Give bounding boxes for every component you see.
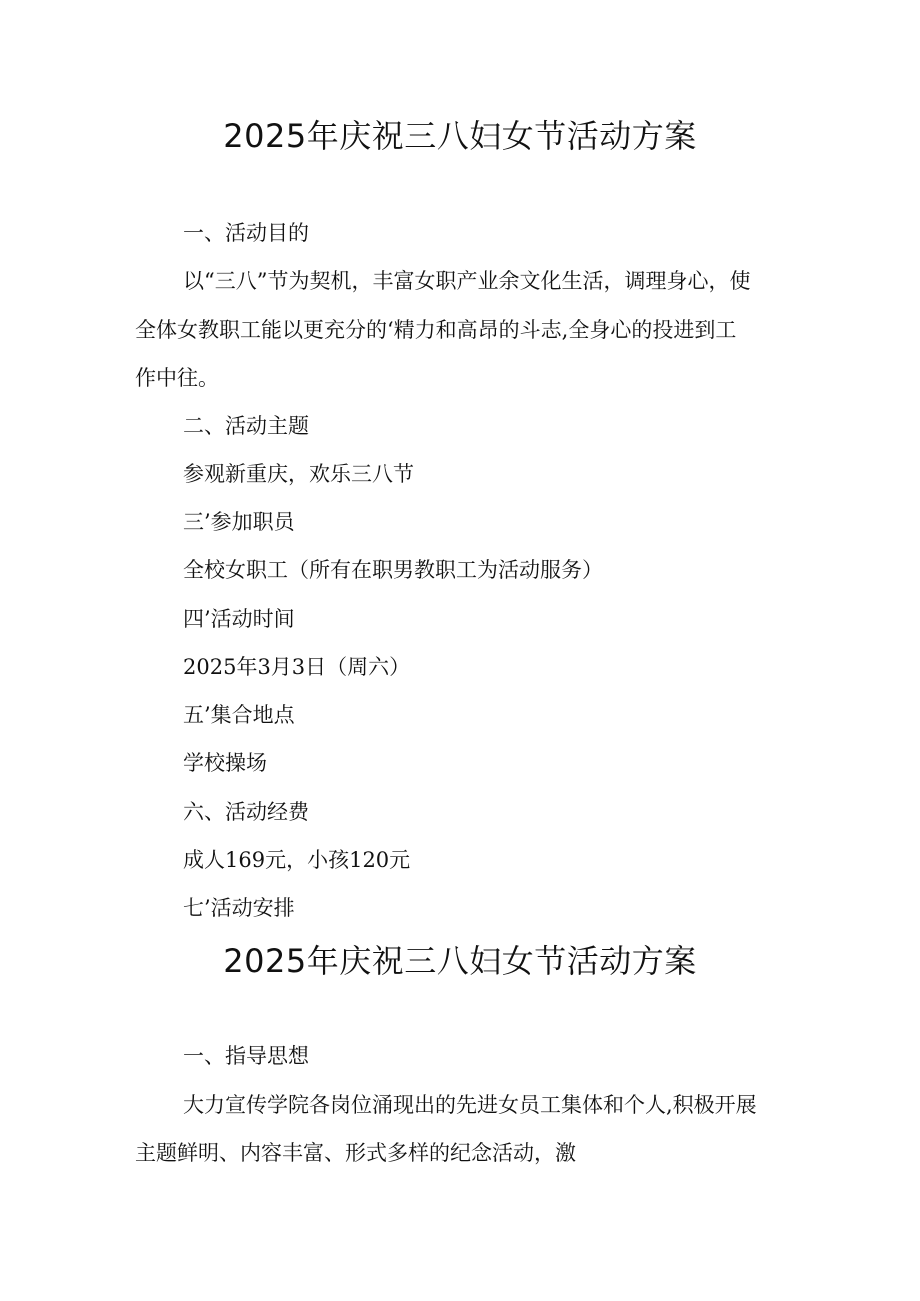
heading-arrangement: 七’活动安排: [183, 896, 295, 920]
document-title-second: 2025年庆祝三八妇女节活动方案: [223, 942, 697, 980]
paragraph-theme: 参观新重庆，欢乐三八节: [183, 462, 414, 486]
heading-purpose: 一、活动目的: [183, 221, 309, 245]
paragraph-expenses: 成人169元，小孩120元: [183, 848, 411, 872]
paragraph-guiding-line-2: 主题鲜明、内容丰富、形式多样的纪念活动，激: [135, 1141, 576, 1165]
paragraph-purpose-line-1: 以“三八”节为契机，丰富女职产业余文化生活，调理身心，使: [183, 269, 751, 293]
heading-guiding-thought: 一、指导思想: [183, 1044, 309, 1068]
paragraph-location: 学校操场: [183, 751, 267, 775]
heading-participants: 三’参加职员: [183, 510, 295, 534]
heading-time: 四’活动时间: [183, 607, 295, 631]
paragraph-time: 2025年3月3日（周六）: [183, 655, 411, 679]
heading-location: 五’集合地点: [183, 703, 295, 727]
heading-theme: 二、活动主题: [183, 414, 309, 438]
paragraph-participants: 全校女职工（所有在职男教职工为活动服务）: [183, 558, 603, 582]
document-title: 2025年庆祝三八妇女节活动方案: [223, 117, 697, 155]
heading-expenses: 六、活动经费: [183, 800, 309, 824]
paragraph-guiding-line-1: 大力宣传学院各岗位涌现出的先进女员工集体和个人,积极开展: [183, 1093, 757, 1117]
paragraph-purpose-line-2: 全体女教职工能以更充分的‘精力和高昂的斗志,全身心的投进到工: [135, 318, 737, 342]
paragraph-purpose-line-3: 作中往。: [135, 366, 219, 390]
